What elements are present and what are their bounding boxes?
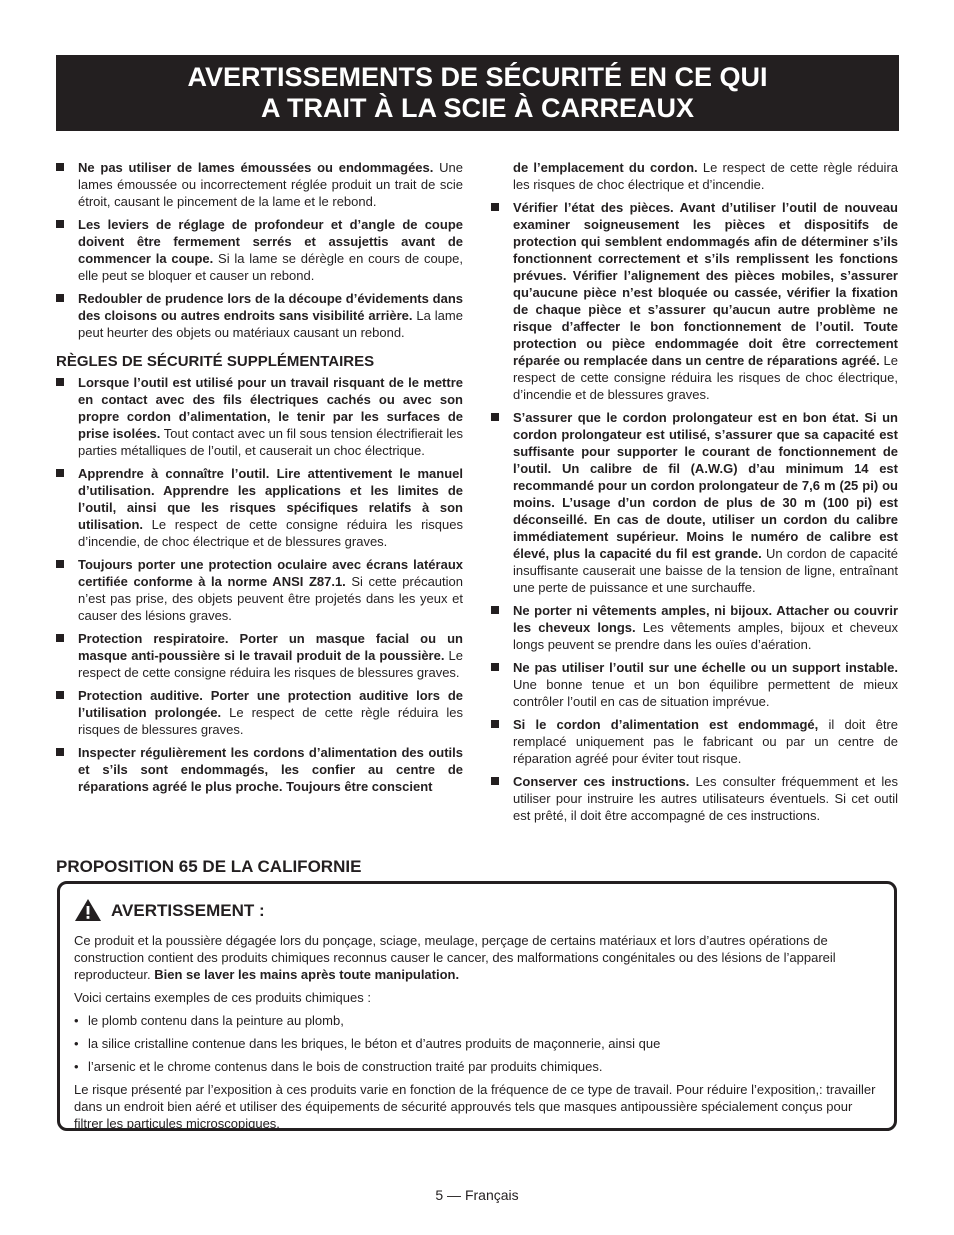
- list-item: Toujours porter une protection oculaire avec écrans latéraux certifiée conforme à la norme ANSI Z87.1. Si cette précaution n’est pas prise, des objets peuvent être projetés dans les yeux et causer des lésions graves.: [56, 556, 463, 624]
- square-bullet-icon: [56, 634, 64, 642]
- list-item: Ne pas utiliser de lames émoussées ou endommagées. Une lames émoussée ou incorrectement réglée produit un trait de scie étroit, causant le pincement de la lame et le rebond.: [56, 159, 463, 210]
- right-column: [491, 159, 898, 830]
- section-heading: PROPOSITION 65 DE LA CALIFORNIE: [56, 857, 362, 876]
- list-item: Inspecter régulièrement les cordons d’alimentation des outils et s’ils sont endommagés, les confier au centre de réparations agréé le plus proche. Toujours être conscient: [56, 744, 463, 795]
- square-bullet-icon: [56, 378, 64, 386]
- bullet-dot-icon: •: [74, 1059, 79, 1074]
- list-item: • la silice cristalline contenue dans les briques, le béton et d’autres produits de maçonnerie, ainsi que: [74, 1036, 661, 1051]
- warning-paragraph: Voici certains exemples de ces produits chimiques :: [74, 990, 371, 1005]
- list-item: S’assurer que le cordon prolongateur est en bon état. Si un cordon prolongateur est utilisé, s’assurer que sa capacité est suffisante pour supporter le courant de fonctionnement de l’outil. Un calibre de fil (A.W.G) d’au minimum 14 est recommandé pour un cordon prolongateur de 7,6 m (25 pi) ou moins. L’usage d’un cordon de plus de 30 m (100 pi) est déconseillé. En cas de doute, utiliser un cordon du calibre immédiatement supérieur. Moins le numéro de calibre est élevé, plus la capacité du fil est grande. Un cordon de capacité insuffisante causerait une baisse de la tension de ligne, entraînant une perte de puissance et une surchauffe.: [491, 409, 898, 596]
- warning-triangle-icon: [74, 898, 102, 922]
- list-item: • l’arsenic et le chrome contenus dans le bois de construction traité par produits chimiques.: [74, 1059, 603, 1074]
- page-footer: 5 — Français: [435, 1187, 519, 1203]
- square-bullet-icon: [491, 413, 499, 421]
- sub-heading: RÈGLES DE SÉCURITÉ SUPPLÉMENTAIRES: [56, 353, 375, 370]
- list-item-continuation: de l’emplacement du cordon. Le respect de cette règle réduira les risques de choc électrique et d’incendie.: [513, 160, 898, 192]
- bullet-dot-icon: •: [74, 1036, 79, 1051]
- title-line-1: AVERTISSEMENTS DE SÉCURITÉ EN CE QUI: [187, 62, 768, 92]
- list-item: Ne pas utiliser l’outil sur une échelle ou un support instable. Une bonne tenue et un bon équilibre permettent de mieux contrôler l’outil en cas de situation imprévue.: [491, 659, 898, 710]
- square-bullet-icon: [491, 663, 499, 671]
- list-item: Lorsque l’outil est utilisé pour un travail risquant de le mettre en contact avec des fils électriques cachés ou avec son propre cordon d’alimentation, le tenir par les surfaces de prise isolées. Tout contact avec un fil sous tension électrifierait les parties métalliques de l’outil, et causerait un choc électrique.: [56, 374, 463, 459]
- list-item: Apprendre à connaître l’outil. Lire attentivement le manuel d’utilisation. Apprendre les applications et les limites de l’outil, ainsi que les risques spécifiques relatifs à son utilisation. Le respect de cette consigne réduira les risques d’incendie, de choc électrique et de blessures graves.: [56, 465, 463, 550]
- list-item: Redoubler de prudence lors de la découpe d’évidements dans des cloisons ou autres endroits sans visibilité arrière. La lame peut heurter des objets ou matériaux causant un rebond.: [56, 290, 463, 341]
- square-bullet-icon: [491, 203, 499, 211]
- title-line-2: A TRAIT À LA SCIE À CARREAUX: [260, 93, 694, 123]
- square-bullet-icon: [56, 691, 64, 699]
- square-bullet-icon: [56, 560, 64, 568]
- square-bullet-icon: [491, 777, 499, 785]
- list-item: Les leviers de réglage de profondeur et d’angle de coupe doivent être fermement serrés et assujettis avant de commencer la coupe. Si la lame se dérègle en cours de coupe, elle peut se bloquer et causer un rebond.: [56, 216, 463, 284]
- square-bullet-icon: [56, 748, 64, 756]
- left-column: [56, 159, 463, 801]
- list-item: Protection respiratoire. Porter un masque facial ou un masque anti-poussière si le travail produit de la poussière. Le respect de cette consigne réduira les risques de blessures graves.: [56, 630, 463, 681]
- list-item: • le plomb contenu dans la peinture au plomb,: [74, 1013, 344, 1028]
- square-bullet-icon: [491, 720, 499, 728]
- list-item: Ne porter ni vêtements amples, ni bijoux. Attacher ou couvrir les cheveux longs. Les vêtements amples, bijoux et cheveux longs peuvent se prendre dans les ouïes d’aération.: [491, 602, 898, 653]
- warning-header: [74, 898, 882, 922]
- warning-paragraph: Le risque présenté par l’exposition à ces produits varie en fonction de la fréquence de ce type de travail. Pour réduire l’exposition,: travailler dans un endroit bien aéré et utiliser des équipements de sécurité approuvés tels que masques antipoussière spécialement conçus pour filtrer les particules microscopiques.: [74, 1082, 876, 1131]
- square-bullet-icon: [491, 606, 499, 614]
- square-bullet-icon: [56, 163, 64, 171]
- warning-title: AVERTISSEMENT :: [111, 900, 265, 920]
- list-item: Si le cordon d’alimentation est endommagé, il doit être remplacé uniquement pas le fabricant ou par un centre de réparation agréé pour éviter tout risque.: [491, 716, 898, 767]
- square-bullet-icon: [56, 469, 64, 477]
- warning-paragraph: Ce produit et la poussière dégagée lors du ponçage, sciage, meulage, perçage de certains matériaux et lors d’autres opérations de construction contient des produits chimiques reconnus causer le cancer, des malformations congénitales ou des lésions de l’appareil reproducteur. Bien se laver les mains après toute manipulation.: [74, 933, 836, 982]
- warning-box: [57, 881, 897, 1131]
- list-item: Conserver ces instructions. Les consulter fréquemment et les utiliser pour instruire les autres utilisateurs éventuels. Si cet outil est prêté, il doit être accompagné de ces instructions.: [491, 773, 898, 824]
- page-title-banner: [56, 55, 899, 131]
- list-item: Vérifier l’état des pièces. Avant d’utiliser l’outil de nouveau examiner soigneusement les pièces et dispositifs de protection qui semblent endommagés afin de déterminer s’ils fonctionnent correctement et s’ils remplissent les fonctions prévues. Vérifier l’alignement des pièces mobiles, s’assurer qu’aucune pièce n’est bloquée ou cassée, vérifier la fixation de chaque pièce et s’assurer qu’aucun autre problème ne risque d’affecter le bon fonctionnement de l’outil. Toute protection ou pièce endommagée doit être correctement réparée ou remplacée dans un centre de réparations agréé. Le respect de cette consigne réduira les risques de choc électrique, d’incendie et de blessures graves.: [491, 199, 898, 403]
- square-bullet-icon: [56, 294, 64, 302]
- list-item: Protection auditive. Porter une protection auditive lors de l’utilisation prolongée. Le respect de cette règle réduira les risques de blessures graves.: [56, 687, 463, 738]
- bullet-dot-icon: •: [74, 1013, 79, 1028]
- square-bullet-icon: [56, 220, 64, 228]
